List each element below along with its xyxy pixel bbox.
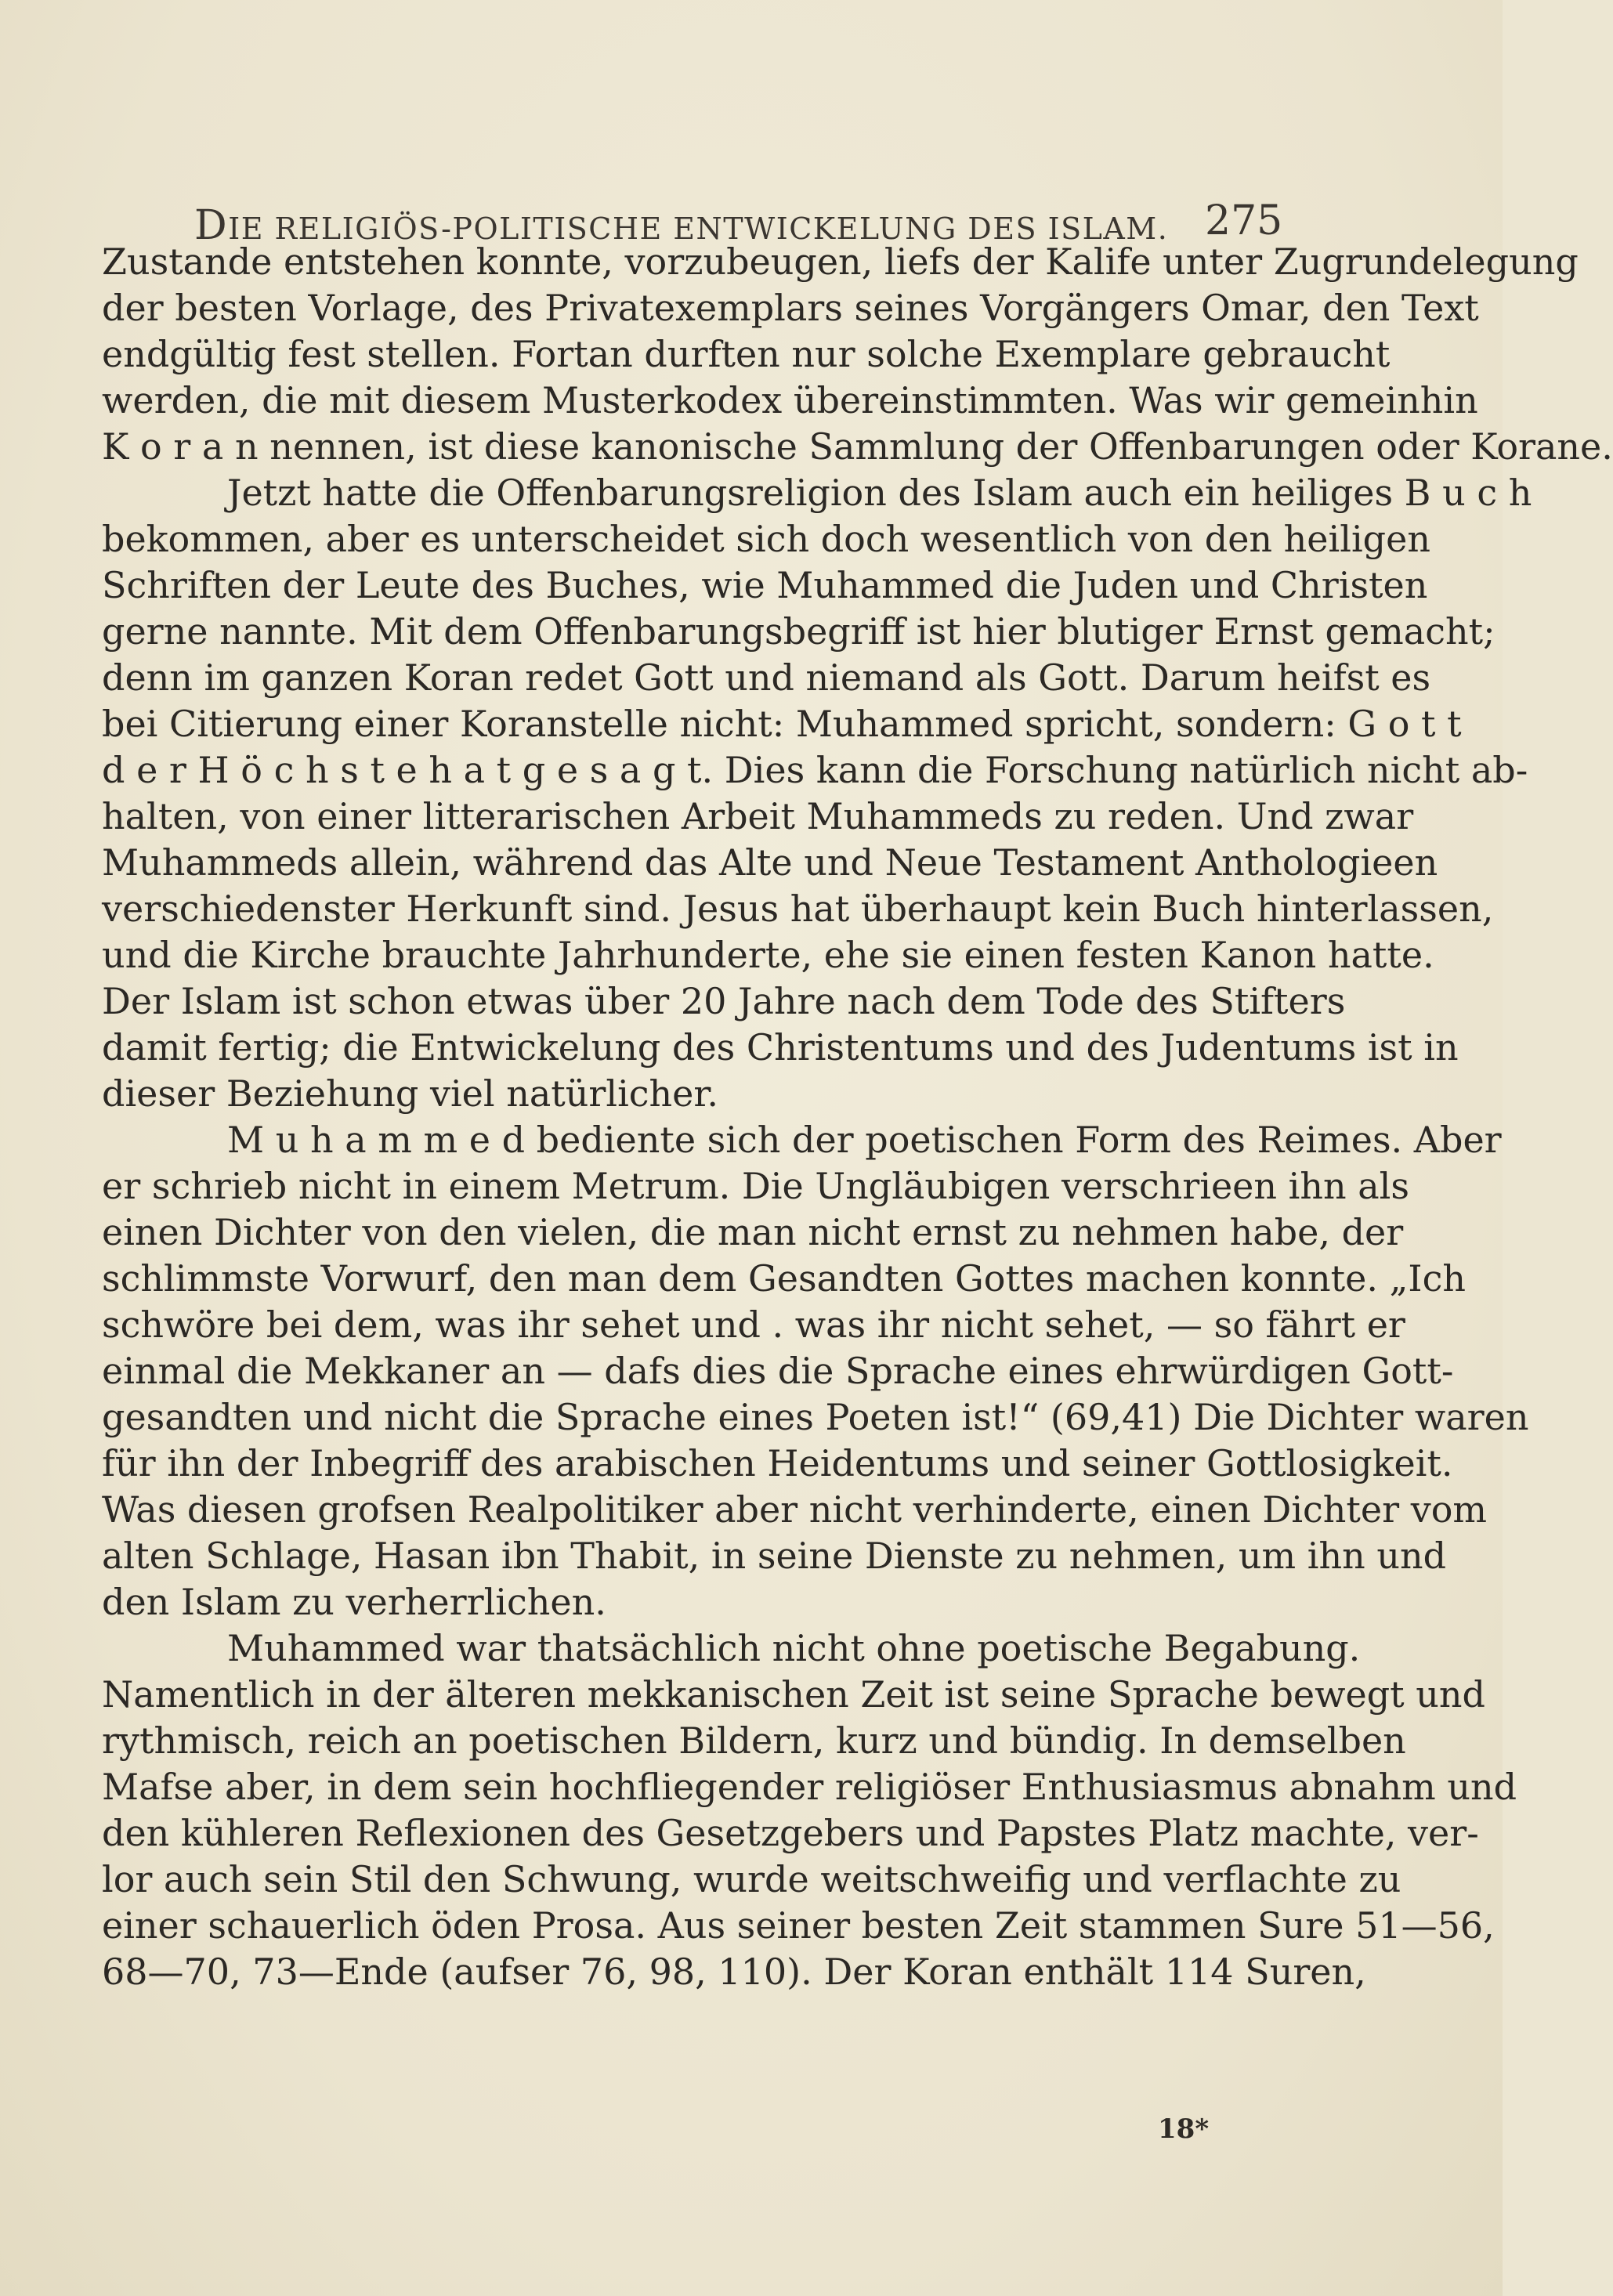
text-line: schwöre bei dem, was ihr sehet und . was ihr nicht sehet, — so fährt er <box>102 1303 1405 1346</box>
text-line: 68—70, 73—Ende (aufser 76, 98, 110). Der Koran enthält 114 Suren, <box>102 1951 1366 1993</box>
text-line: endgültig fest stellen. Fortan durften nur solche Exemplare gebraucht <box>102 333 1391 375</box>
text-line: Was diesen grofsen Realpolitiker aber nicht verhinderte, einen Dichter vom <box>102 1488 1488 1531</box>
text-line: einen Dichter von den vielen, die man nicht ernst zu nehmen habe, der <box>102 1211 1404 1253</box>
text-line: gesandten und nicht die Sprache eines Poeten ist!“ (69,41) Die Dichter waren <box>102 1396 1529 1438</box>
paragraph-first-line: Muhammed war thatsächlich nicht ohne poetische Begabung. <box>227 1627 1361 1669</box>
text-line: den kühleren Reflexionen des Gesetzgebers und Papstes Platz machte, ver- <box>102 1812 1479 1854</box>
text-line: Zustande entstehen konnte, vorzubeugen, liefs der Kalife unter Zugrundelegung <box>102 240 1579 283</box>
text-line: denn im ganzen Koran redet Gott und niemand als Gott. Darum heifst es <box>102 656 1431 699</box>
text-line: einmal die Mekkaner an — dafs dies die Sprache eines ehrwürdigen Gott- <box>102 1350 1454 1392</box>
text-line: er schrieb nicht in einem Metrum. Die Ungläubigen verschrieen ihn als <box>102 1165 1409 1207</box>
text-line: bekommen, aber es unterscheidet sich doch wesentlich von den heiligen <box>102 518 1430 560</box>
text-line: der besten Vorlage, des Privatexemplars seines Vorgängers Omar, den Text <box>102 287 1479 329</box>
text-line: Mafse aber, in dem sein hochfliegender religiöser Enthusiasmus abnahm und <box>102 1766 1517 1808</box>
paragraph-first-line: Jetzt hatte die Offenbarungsreligion des Islam auch ein heiliges B u c h <box>227 472 1532 514</box>
body-text <box>102 239 1613 1995</box>
text-line: damit fertig; die Entwickelung des Christentums und des Judentums ist in <box>102 1026 1459 1068</box>
text-line: rythmisch, reich an poetischen Bildern, kurz und bündig. In demselben <box>102 1719 1406 1762</box>
text-line: d e r H ö c h s t e h a t g e s a g t. Dies kann die Forschung natürlich nicht ab- <box>102 749 1528 791</box>
text-line: verschiedenster Herkunft sind. Jesus hat überhaupt kein Buch hinterlassen, <box>102 888 1494 930</box>
signature-mark: 18* <box>1158 2113 1210 2145</box>
text-line: Schriften der Leute des Buches, wie Muhammed die Juden und Christen <box>102 564 1428 606</box>
text-line: lor auch sein Stil den Schwung, wurde weitschweifig und verflachte zu <box>102 1858 1401 1900</box>
text-line: Namentlich in der älteren mekkanischen Zeit ist seine Sprache bewegt und <box>102 1673 1485 1716</box>
text-line: Muhammeds allein, während das Alte und Neue Testament Anthologieen <box>102 841 1438 884</box>
text-line: bei Citierung einer Koranstelle nicht: Muhammed spricht, sondern: G o t t <box>102 703 1462 745</box>
page-number: 275 <box>1205 197 1283 244</box>
text-line: schlimmste Vorwurf, den man dem Gesandten Gottes machen konnte. „Ich <box>102 1257 1466 1300</box>
text-line: und die Kirche brauchte Jahrhunderte, ehe sie einen festen Kanon hatte. <box>102 934 1434 976</box>
text-line: alten Schlage, Hasan ibn Thabit, in seine Dienste zu nehmen, um ihn und <box>102 1535 1447 1577</box>
header-title: IE RELIGIÖS-POLITISCHE ENTWICKELUNG DES ISLAM. <box>228 212 1169 246</box>
paragraph-last-line: dieser Beziehung viel natürlicher. <box>102 1072 718 1115</box>
header-initial: D <box>194 202 229 249</box>
paragraph-first-line: M u h a m m e d bediente sich der poetischen Form des Reimes. Aber <box>227 1119 1502 1161</box>
text-line: K o r a n nennen, ist diese kanonische Sammlung der Offenbarungen oder Korane. <box>102 425 1613 468</box>
paragraph-last-line: den Islam zu verherrlichen. <box>102 1581 606 1623</box>
text-line: für ihn der Inbegriff des arabischen Heidentums und seiner Gottlosigkeit. <box>102 1442 1453 1484</box>
text-line: einer schauerlich öden Prosa. Aus seiner besten Zeit stammen Sure 51—56, <box>102 1904 1495 1947</box>
text-line: Der Islam ist schon etwas über 20 Jahre nach dem Tode des Stifters <box>102 980 1346 1022</box>
text-line: gerne nannte. Mit dem Offenbarungsbegriff ist hier blutiger Ernst gemacht; <box>102 610 1495 653</box>
text-line: halten, von einer litterarischen Arbeit Muhammeds zu reden. Und zwar <box>102 795 1414 837</box>
text-line: werden, die mit diesem Musterkodex übereinstimmten. Was wir gemeinhin <box>102 379 1478 421</box>
